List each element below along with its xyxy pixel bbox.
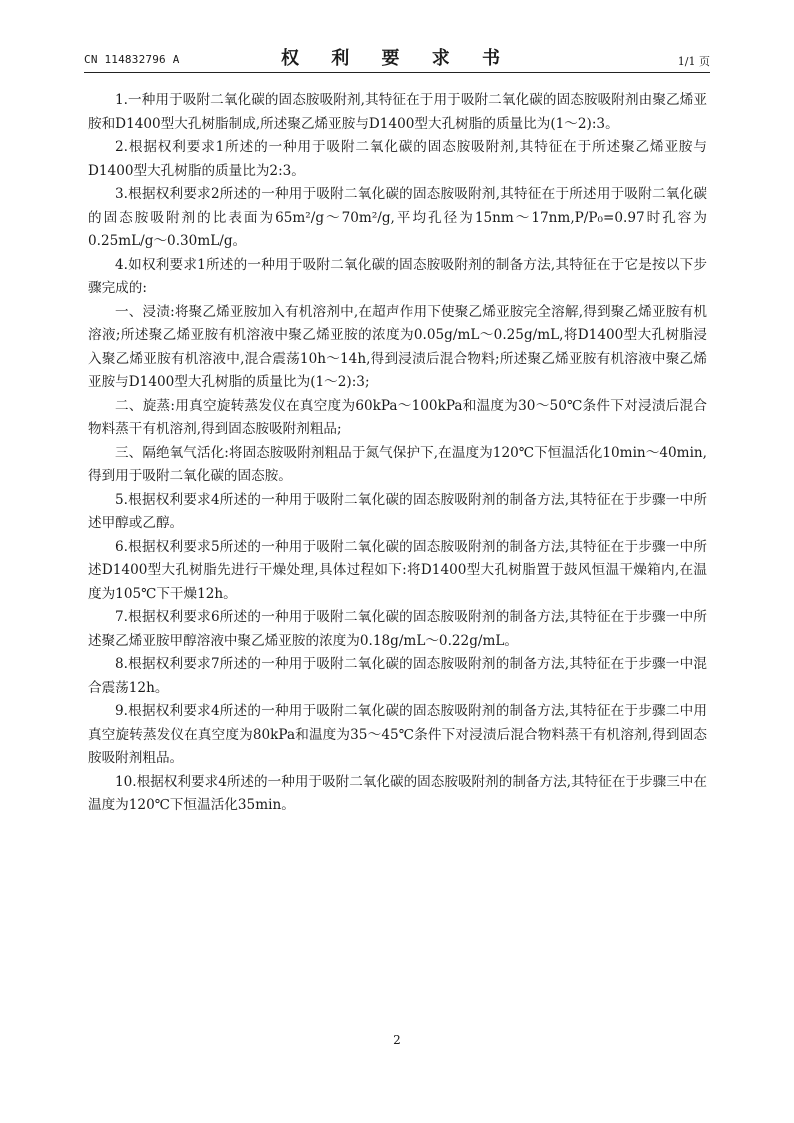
- page-info: 1/1 页: [677, 55, 710, 68]
- claim-1: 1.一种用于吸附二氧化碳的固态胺吸附剂,其特征在于用于吸附二氧化碳的固态胺吸附剂由聚乙烯亚胺和D1400型大孔树脂制成,所述聚乙烯亚胺与D1400型大孔树脂的质量比为(1～2):3。: [88, 92, 707, 132]
- page-header: [84, 44, 710, 70]
- claim-8: 8.根据权利要求7所述的一种用于吸附二氧化碳的固态胺吸附剂的制备方法,其特征在于步骤一中混合震荡12h。: [88, 656, 707, 696]
- claim-9: 9.根据权利要求4所述的一种用于吸附二氧化碳的固态胺吸附剂的制备方法,其特征在于步骤二中用真空旋转蒸发仪在真空度为80kPa和温度为35～45℃条件下对浸渍后混合物料蒸干有机溶剂,得到固态胺吸附剂粗品。: [88, 703, 707, 766]
- document-title: 权 利 要 求 书: [280, 48, 514, 69]
- claim-4-step-3: 三、隔绝氧气活化:将固态胺吸附剂粗品于氮气保护下,在温度为120℃下恒温活化10min～40min,得到用于吸附二氧化碳的固态胺。: [88, 444, 707, 484]
- publication-number: CN 114832796 A: [84, 53, 180, 66]
- claim-3: 3.根据权利要求2所述的一种用于吸附二氧化碳的固态胺吸附剂,其特征在于所述用于吸附二氧化碳的固态胺吸附剂的比表面为65m²/g～70m²/g,平均孔径为15nm～17nm,P/P₀=0.97时孔容为0.25mL/g～0.30mL/g。: [88, 186, 707, 249]
- claim-10: 10.根据权利要求4所述的一种用于吸附二氧化碳的固态胺吸附剂的制备方法,其特征在于步骤三中在温度为120℃下恒温活化35min。: [88, 773, 707, 813]
- claim-4: 4.如权利要求1所述的一种用于吸附二氧化碳的固态胺吸附剂的制备方法,其特征在于它是按以下步骤完成的:: [88, 256, 707, 296]
- claim-2: 2.根据权利要求1所述的一种用于吸附二氧化碳的固态胺吸附剂,其特征在于所述聚乙烯亚胺与D1400型大孔树脂的质量比为2:3。: [88, 139, 707, 179]
- claim-5: 5.根据权利要求4所述的一种用于吸附二氧化碳的固态胺吸附剂的制备方法,其特征在于步骤一中所述甲醇或乙醇。: [88, 491, 707, 531]
- page-number: 2: [393, 1033, 401, 1047]
- claim-7: 7.根据权利要求6所述的一种用于吸附二氧化碳的固态胺吸附剂的制备方法,其特征在于步骤一中所述聚乙烯亚胺甲醇溶液中聚乙烯亚胺的浓度为0.18g/mL～0.22g/mL。: [88, 609, 707, 649]
- claim-4-step-2: 二、旋蒸:用真空旋转蒸发仪在真空度为60kPa～100kPa和温度为30～50℃条件下对浸渍后混合物料蒸干有机溶剂,得到固态胺吸附剂粗品;: [88, 397, 707, 437]
- header-divider: [84, 72, 710, 73]
- claim-4-step-1: 一、浸渍:将聚乙烯亚胺加入有机溶剂中,在超声作用下使聚乙烯亚胺完全溶解,得到聚乙烯亚胺有机溶液;所述聚乙烯亚胺有机溶液中聚乙烯亚胺的浓度为0.05g/mL～0.25g/mL,将D1400型大孔树脂浸入聚乙烯亚胺有机溶液中,混合震荡10h～14h,得到浸渍后混合物料;所述聚乙烯亚胺有机溶液中聚乙烯亚胺与D1400型大孔树脂的质量比为(1～2):3;: [88, 303, 707, 390]
- claim-6: 6.根据权利要求5所述的一种用于吸附二氧化碳的固态胺吸附剂的制备方法,其特征在于步骤一中所述D1400型大孔树脂先进行干燥处理,具体过程如下:将D1400型大孔树脂置于鼓风恒温干燥箱内,在温度为105℃下干燥12h。: [88, 538, 707, 602]
- claims-body: [88, 89, 707, 818]
